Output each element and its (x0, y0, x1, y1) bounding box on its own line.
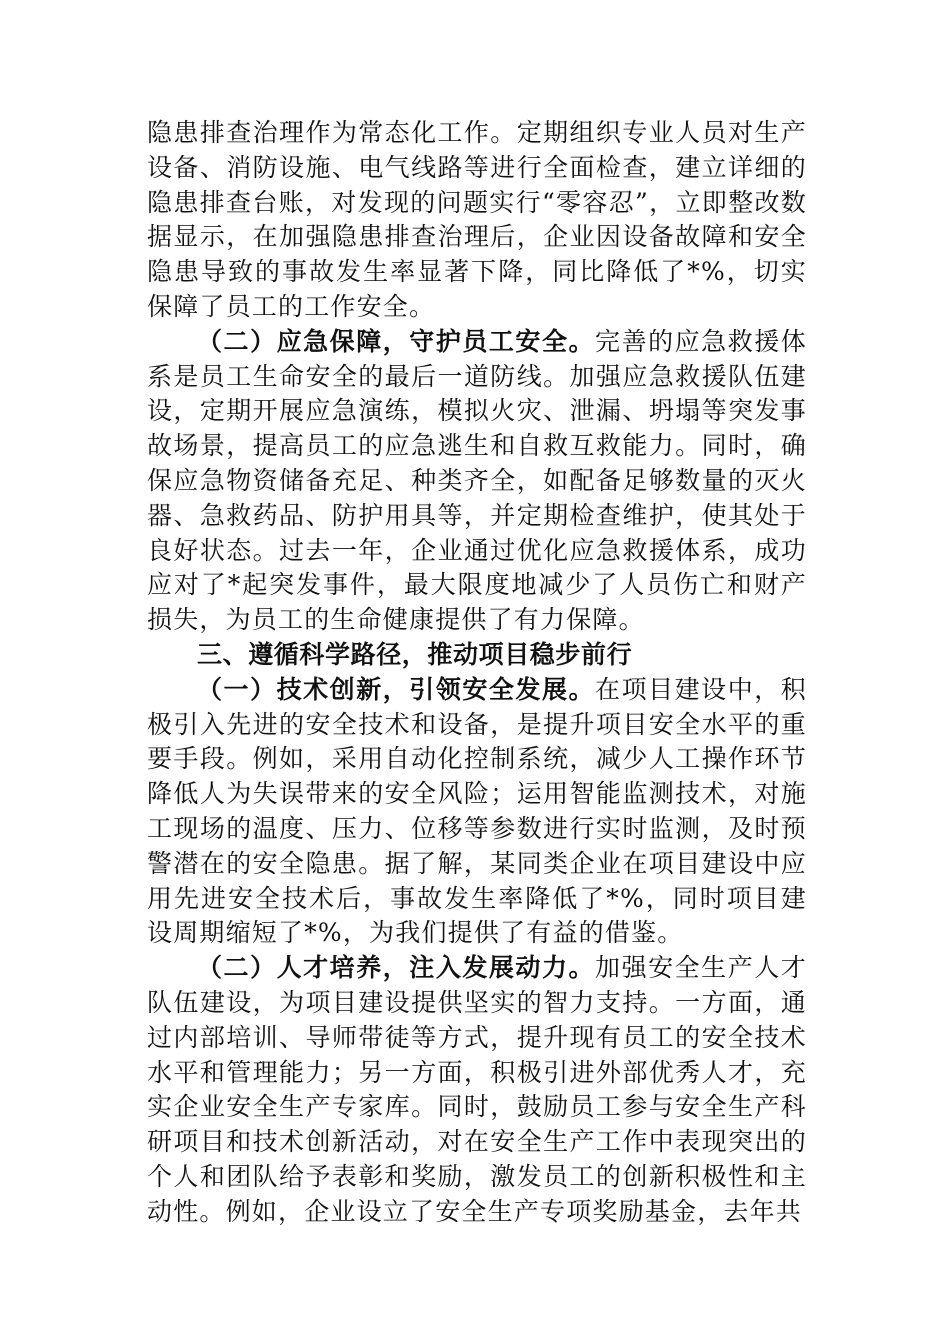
document-page (147, 116, 807, 1230)
paragraph-text: 完善的应急救援体系是员工生命安全的最后一道防线。加强应急救援队伍建设，定期开展应急演练，模拟火灾、泄漏、坍塌等突发事故场景，提高员工的应急逃生和自救互救能力。同时，确保应急物资储备充足、种类齐全，如配备足够数量的灭火器、急救药品、防护用具等，并定期检查维护，使其处于良好状态。过去一年，企业通过优化应急救援体系，成功应对了*起突发事件，最大限度地减少了人员伤亡和财产损失，为员工的生命健康提供了有力保障。 (147, 326, 807, 635)
paragraph-talent-training (147, 951, 807, 1229)
paragraph-lead: （二）人才培养，注入发展动力。 (197, 953, 596, 983)
paragraph-emergency-guarantee (147, 325, 807, 638)
paragraph-text: 在项目建设中，积极引入先进的安全技术和设备，是提升项目安全水平的重要手段。例如，采用自动化控制系统，减少人工操作环节降低人为失误带来的安全风险；运用智能监测技术，对施工现场的温度、压力、位移等参数进行实时监测，及时预警潜在的安全隐患。据了解，某同类企业在项目建设中应用先进安全技术后，事故发生率降低了*%，同时项目建设周期缩短了*%，为我们提供了有益的借鉴。 (147, 674, 807, 948)
section-heading-text: 三、遵循科学路径，推动项目稳步前行 (197, 639, 633, 669)
paragraph-lead: （二）应急保障，守护员工安全。 (197, 326, 596, 356)
paragraph-text: 加强安全生产人才队伍建设，为项目建设提供坚实的智力支持。一方面，通过内部培训、导师带徒等方式，提升现有员工的安全技术水平和管理能力；另一方面，积极引进外部优秀人才，充实企业安全生产专家库。同时，鼓励员工参与安全生产科研项目和技术创新活动，对在安全生产工作中表现突出的个人和团队给予表彰和奖励，激发员工的创新积极性和主动性。例如，企业设立了安全生产专项奖励基金，去年共 (147, 953, 807, 1226)
paragraph-hazard-continuation (147, 116, 807, 325)
paragraph-text: 隐患排查治理作为常态化工作。定期组织专业人员对生产设备、消防设施、电气线路等进行全面检查，建立详细的隐患排查台账，对发现的问题实行“零容忍”，立即整改数据显示，在加强隐患排查治理后，企业因设备故障和安全隐患导致的事故发生率显著下降，同比降低了*%，切实保障了员工的工作安全。 (147, 118, 807, 321)
paragraph-tech-innovation (147, 673, 807, 951)
paragraph-lead: （一）技术创新，引领安全发展。 (197, 674, 596, 704)
section-heading (147, 638, 807, 673)
